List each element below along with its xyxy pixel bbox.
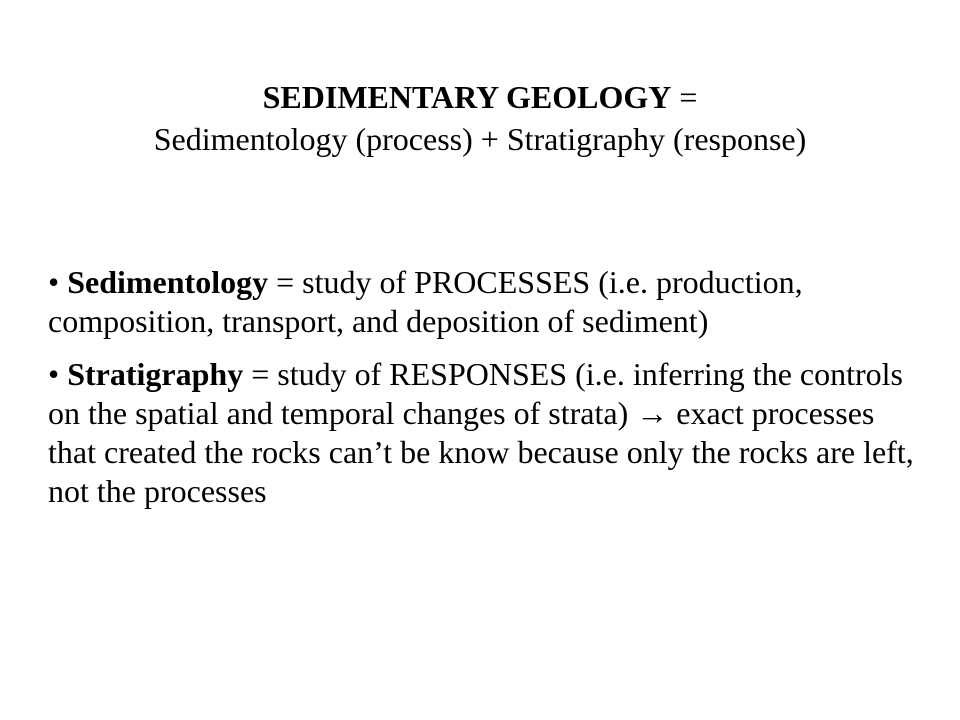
bullet-text: = study of PROCESSES (i.e. production, composition, transport, and deposition of sediment) [48,264,803,339]
bullet-stratigraphy [48,355,918,511]
bullet-term: Stratigraphy [67,356,244,392]
bullet-marker: • [48,264,60,300]
bullet-text: = study of RESPONSES (i.e. inferring the controls on the spatial and temporal changes of strata) → exact processes that created the rocks can’t be know because only the rocks are left, not the processes [48,356,914,509]
bullet-marker: • [48,356,60,392]
bullet-term: Sedimentology [67,264,269,300]
title-subtitle: Sedimentology (process) + Stratigraphy (response) [153,121,807,157]
slide-title [40,76,920,160]
title-heading-bold: SEDIMENTARY GEOLOGY [262,79,672,115]
bullet-sedimentology [48,263,918,341]
bullet-list [48,263,918,525]
title-heading [40,76,920,118]
title-heading-equals: = [671,79,698,115]
